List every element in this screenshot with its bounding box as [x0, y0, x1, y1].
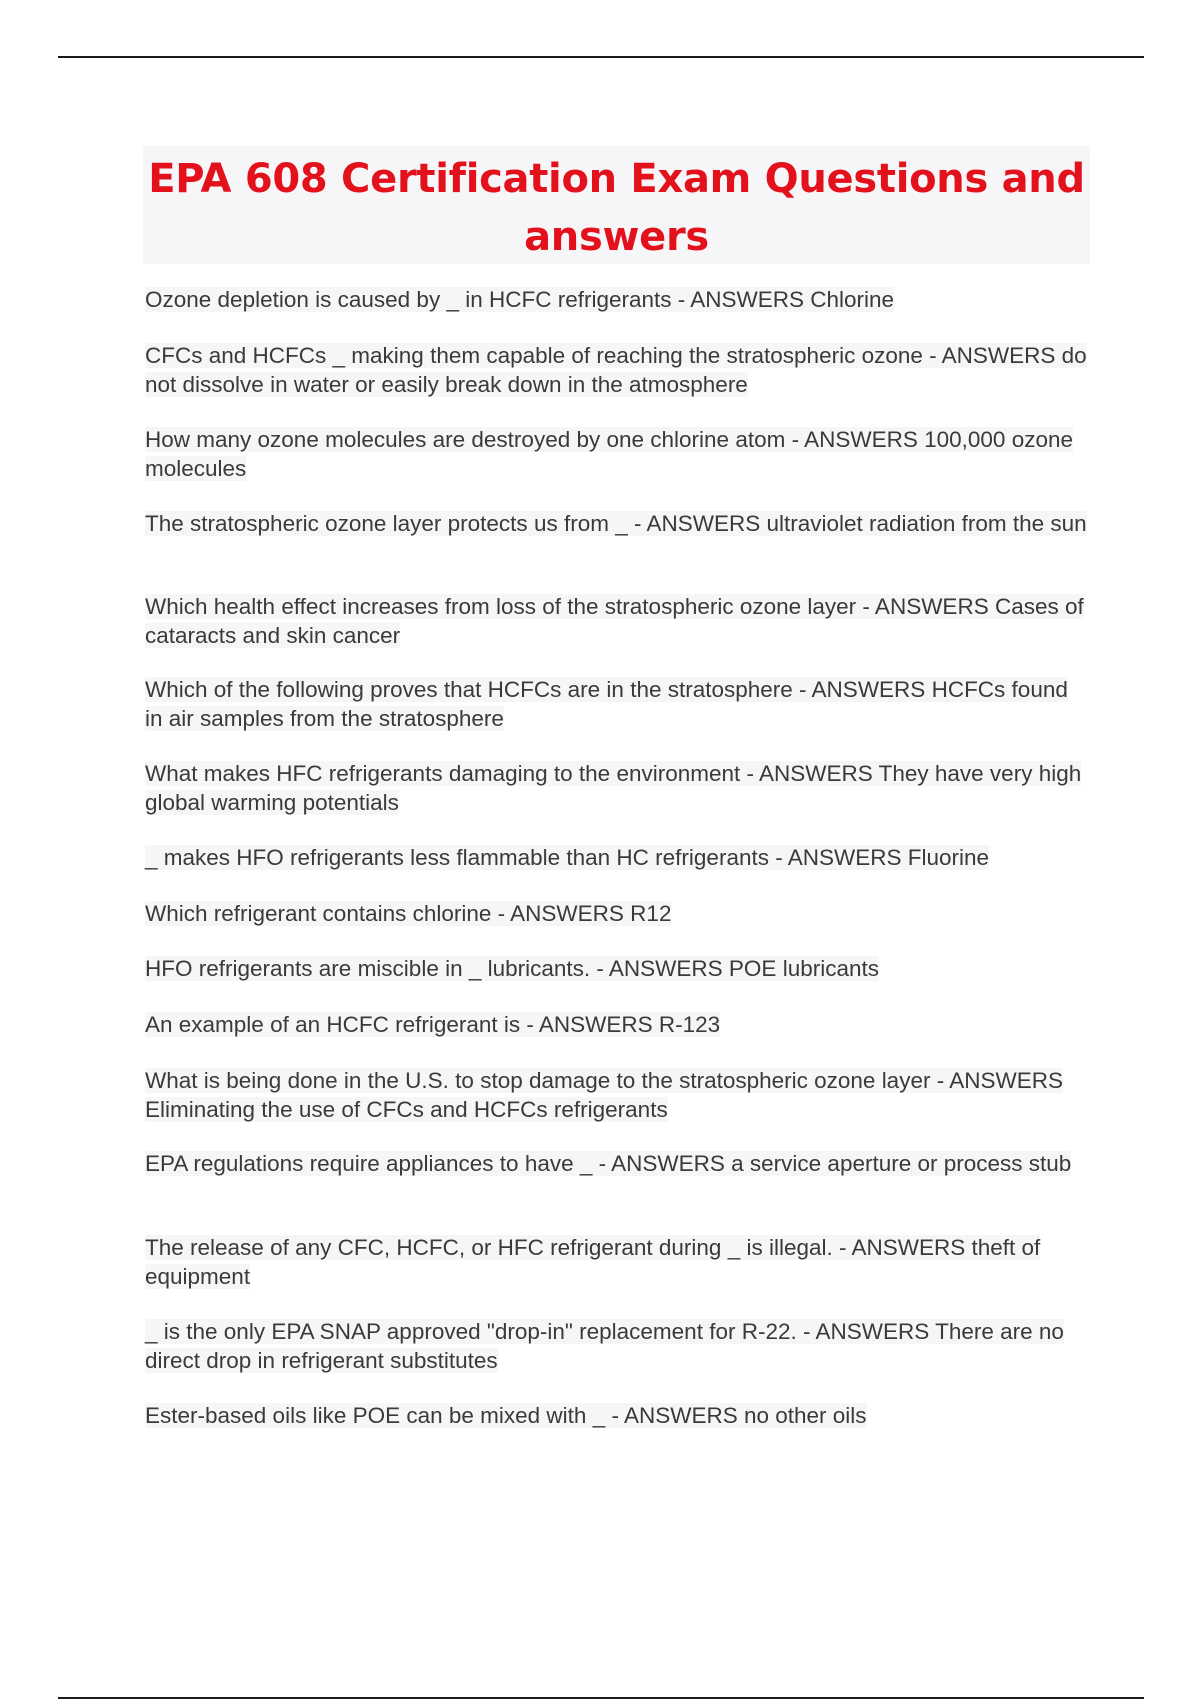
qa-text: The stratospheric ozone layer protects us from _ - ANSWERS ultraviolet radiation from the sun — [145, 511, 1087, 536]
qa-text: Which refrigerant contains chlorine - ANSWERS R12 — [145, 901, 672, 926]
qa-text: _ is the only EPA SNAP approved "drop-in" replacement for R-22. - ANSWERS There are no direct drop in refrigerant substitutes — [145, 1319, 1064, 1373]
qa-item — [145, 593, 1090, 676]
qa-text: What is being done in the U.S. to stop damage to the stratospheric ozone layer - ANSWERS Eliminating the use of CFCs and HCFCs refrigerants — [145, 1068, 1063, 1122]
qa-text: HFO refrigerants are miscible in _ lubricants. - ANSWERS POE lubricants — [145, 956, 879, 981]
qa-item — [145, 1402, 1090, 1458]
qa-text: An example of an HCFC refrigerant is - ANSWERS R-123 — [145, 1012, 721, 1037]
qa-item — [145, 844, 1090, 900]
qa-text: Which of the following proves that HCFCs are in the stratosphere - ANSWERS HCFCs found in air samples from the stratosphere — [145, 677, 1068, 731]
qa-item — [145, 1067, 1090, 1150]
qa-item — [145, 1234, 1090, 1318]
qa-text: How many ozone molecules are destroyed by one chlorine atom - ANSWERS 100,000 ozone molecules — [145, 427, 1073, 481]
qa-text: The release of any CFC, HCFC, or HFC refrigerant during _ is illegal. - ANSWERS theft of equipment — [145, 1235, 1041, 1289]
footer-rule — [58, 1697, 1144, 1699]
qa-text: Ozone depletion is caused by _ in HCFC refrigerants - ANSWERS Chlorine — [145, 287, 895, 312]
qa-item — [145, 342, 1090, 426]
qa-text: _ makes HFO refrigerants less flammable than HC refrigerants - ANSWERS Fluorine — [145, 845, 990, 870]
qa-item — [145, 426, 1090, 510]
qa-text: Ester-based oils like POE can be mixed with _ - ANSWERS no other oils — [145, 1403, 867, 1428]
qa-item — [145, 760, 1090, 844]
qa-text: What makes HFC refrigerants damaging to the environment - ANSWERS They have very high global warming potentials — [145, 761, 1082, 815]
qa-text: EPA regulations require appliances to have _ - ANSWERS a service aperture or process stub — [145, 1151, 1072, 1176]
qa-list — [145, 286, 1090, 1458]
qa-item — [145, 1150, 1090, 1234]
header-rule — [58, 56, 1144, 58]
qa-item — [145, 1011, 1090, 1067]
qa-text: CFCs and HCFCs _ making them capable of reaching the stratospheric ozone - ANSWERS do not dissolve in water or easily break down in the atmosphere — [145, 343, 1087, 397]
qa-item — [145, 676, 1090, 760]
qa-item — [145, 510, 1090, 593]
qa-item — [145, 900, 1090, 955]
qa-item — [145, 1318, 1090, 1402]
title-banner — [143, 146, 1090, 264]
qa-text: Which health effect increases from loss of the stratospheric ozone layer - ANSWERS Cases of cataracts and skin cancer — [145, 594, 1084, 648]
qa-item — [145, 286, 1090, 342]
qa-item — [145, 955, 1090, 1011]
document-title: EPA 608 Certification Exam Questions and answers — [148, 156, 1085, 260]
